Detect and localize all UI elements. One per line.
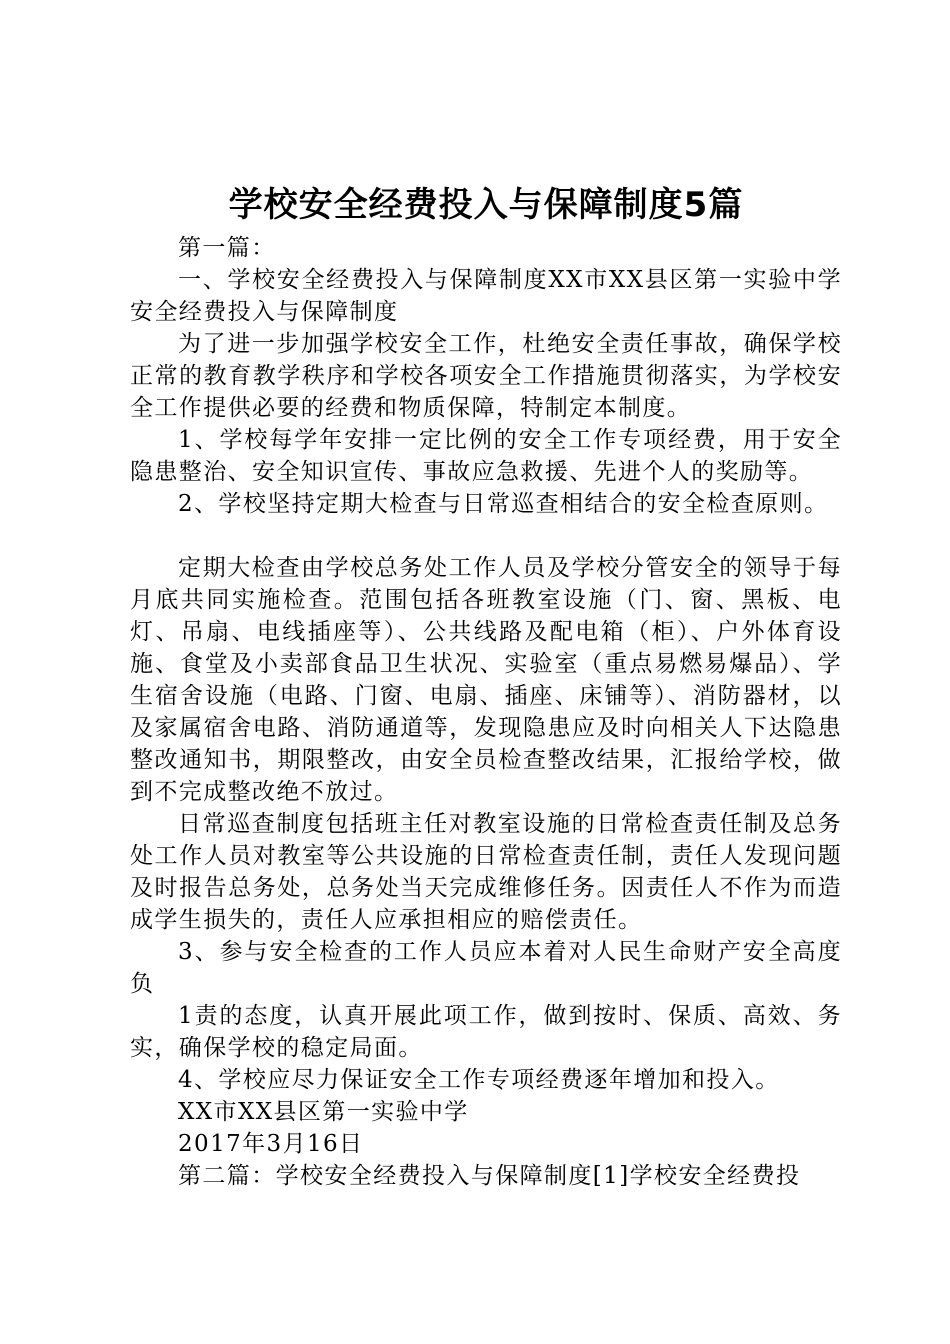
document-title: 学校安全经费投入与保障制度5篇 (228, 185, 744, 225)
paragraph: 4、学校应尽力保证安全工作专项经费逐年增加和投入。 (178, 1067, 780, 1093)
paragraph: 定期大检查由学校总务处工作人员及学校分管安全的领导于每月底共同实施检查。范围包括各班教室设施（门、窗、黑板、电灯、吊扇、电线插座等）、公共线路及配电箱（柜）、户外体育设施、食堂及小卖部食品卫生状况、实验室（重点易燃易爆品）、学生宿舍设施（电路、门窗、电扇、插座、床铺等）、消防器材，以及家属宿舍电路、消防通道等，发现隐患应及时向相关人下达隐患整改通知书，期限整改，由安全员检查整改结果，汇报给学校，做到不完成整改绝不放过。 (130, 555, 842, 805)
section-heading: 第二篇：学校安全经费投入与保障制度[1]学校安全经费投 (178, 1163, 801, 1189)
paragraph: 1、学校每学年安排一定比例的安全工作专项经费，用于安全隐患整治、安全知识宣传、事故应急救援、先进个人的奖励等。 (130, 427, 842, 485)
signature-date: 2017年3月16日 (178, 1131, 364, 1157)
blank-line (130, 520, 842, 552)
paragraph: 日常巡查制度包括班主任对教室设施的日常检查责任制及总务处工作人员对教室等公共设施的日常检查责任制，责任人发现问题及时报告总务处，总务处当天完成维修任务。因责任人不作为而造成学生损失的，责任人应承担相应的赔偿责任。 (130, 811, 842, 933)
paragraph: 1责的态度，认真开展此项工作，做到按时、保质、高效、务实，确保学校的稳定局面。 (130, 1003, 842, 1061)
signature-organization: XX市XX县区第一实验中学 (178, 1099, 469, 1125)
section-heading: 第一篇： (178, 235, 276, 261)
paragraph: 2、学校坚持定期大检查与日常巡查相结合的安全检查原则。 (178, 491, 829, 517)
paragraph: 一、学校安全经费投入与保障制度XX市XX县区第一实验中学安全经费投入与保障制度 (130, 267, 842, 325)
paragraph: 为了进一步加强学校安全工作，杜绝安全责任事故，确保学校正常的教育教学秩序和学校各项安全工作措施贯彻落实，为学校安全工作提供必要的经费和物质保障，特制定本制度。 (130, 331, 842, 421)
paragraph: 3、参与安全检查的工作人员应本着对人民生命财产安全高度负 (130, 939, 842, 997)
document-page (130, 180, 842, 1192)
